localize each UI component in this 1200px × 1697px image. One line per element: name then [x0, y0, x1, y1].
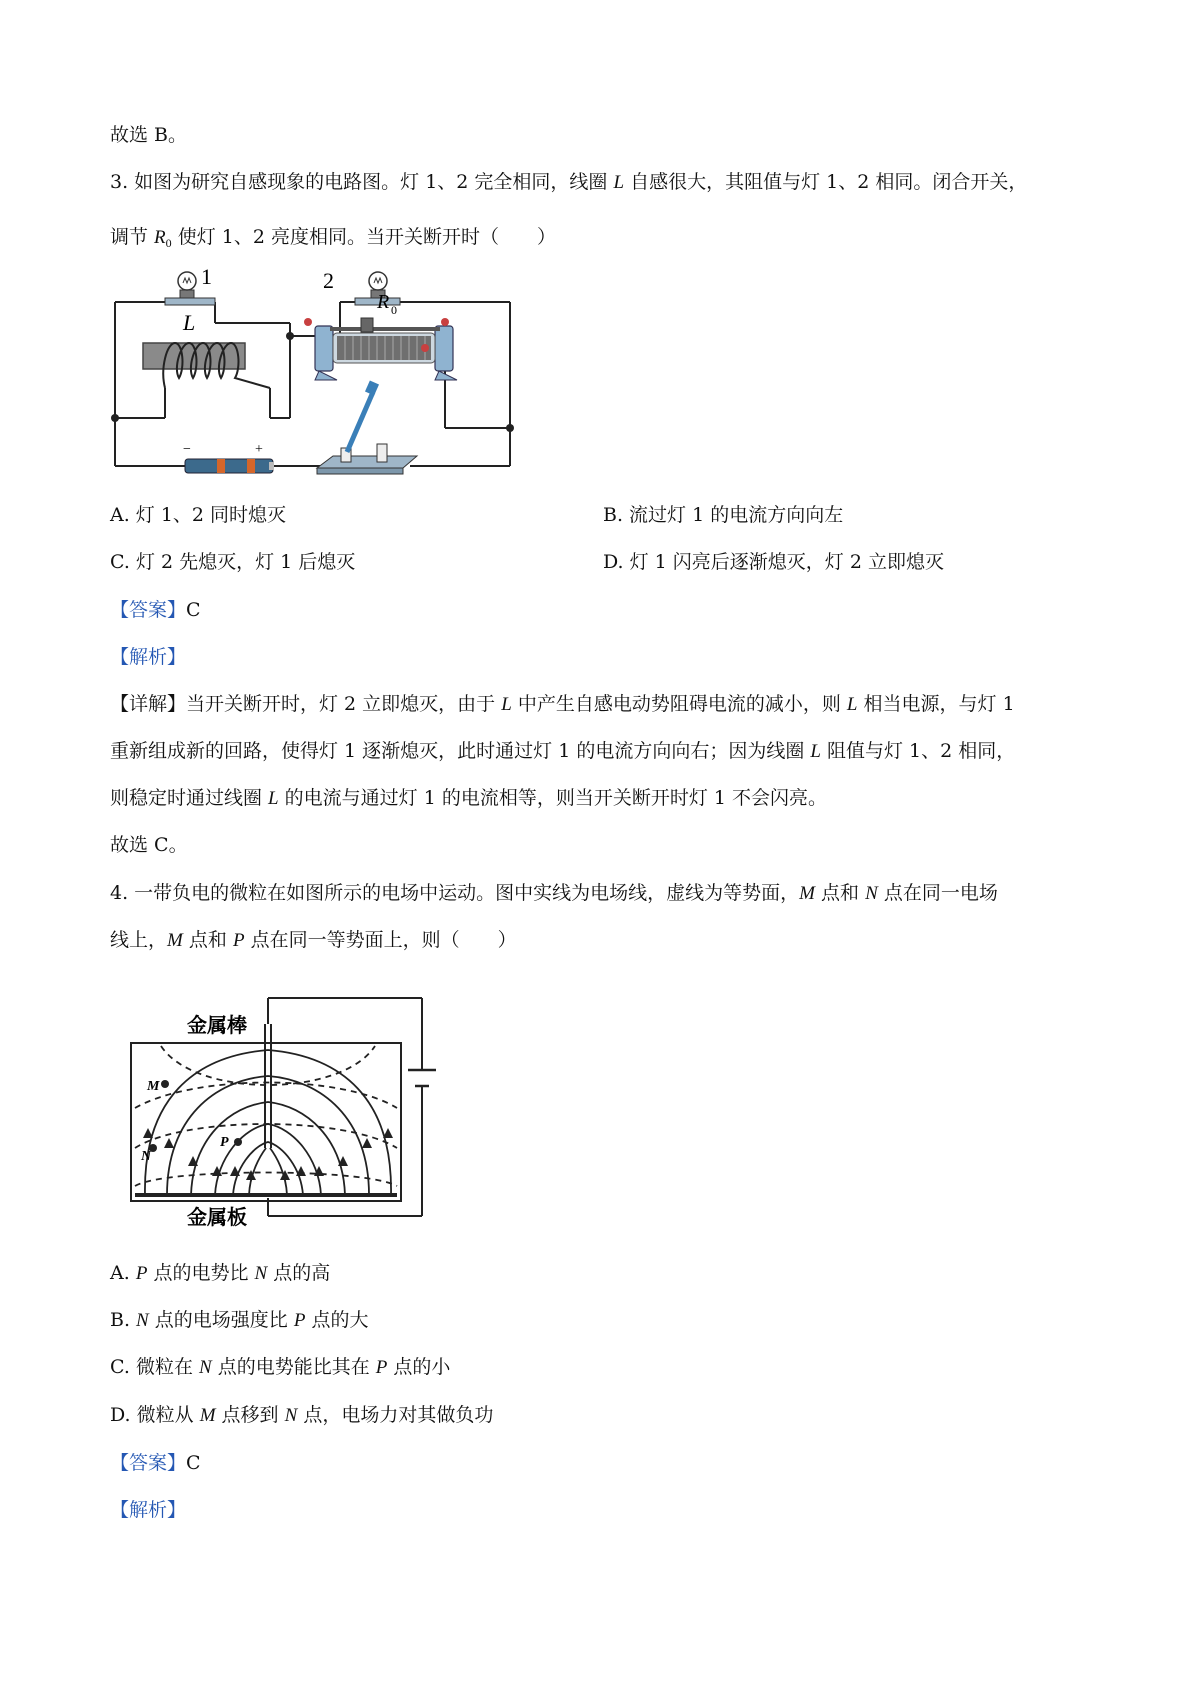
q3-detail-line3	[110, 785, 827, 812]
var-L: L	[613, 172, 625, 193]
q4-answer	[110, 1450, 201, 1476]
q3-option-c[interactable]: C. 灯 2 先熄灭，灯 1 后熄灭	[110, 551, 356, 573]
rheostat-label-sub: 0	[391, 303, 397, 317]
var-N: N	[865, 883, 878, 904]
var-P: P	[232, 930, 245, 951]
q4-option-d[interactable]	[110, 1402, 493, 1429]
q4-answer-tag: 【答案】	[110, 1452, 187, 1474]
q3-option-b[interactable]: B. 流过灯 1 的电流方向向左	[603, 504, 844, 526]
q4-stem-line2	[110, 927, 517, 954]
var-P: P	[135, 1263, 148, 1284]
q3-detail-line1	[110, 691, 1015, 718]
point-M-label: M	[147, 1079, 160, 1094]
q3-stem-line2	[110, 224, 556, 256]
q4-stem2-b: 点和	[182, 929, 233, 951]
q3-stem2-b: 使灯 1、2 亮度相同。当开关断开时（ ）	[171, 226, 556, 248]
q4-optC-c: 点的小	[387, 1356, 451, 1378]
circuit-diagram	[105, 268, 525, 483]
q4-analysis-tag	[110, 1497, 186, 1523]
point-N-label: N	[141, 1149, 152, 1164]
q3-detail1-a: 当开关断开时，灯 2 立即熄灭，由于	[186, 693, 502, 715]
q4-optA-c: 点的高	[267, 1262, 331, 1284]
metal-rod-label: 金属棒	[187, 1015, 247, 1037]
rheostat-label: R	[377, 291, 390, 313]
q4-stem-line1	[110, 880, 998, 907]
q3-detail1-b: 中产生自感电动势阻碍电流的减小，则	[511, 693, 847, 715]
point-P-dot	[234, 1138, 242, 1146]
var-L: L	[846, 694, 858, 715]
var-M: M	[199, 1405, 216, 1426]
q3-answer-value: C	[186, 599, 201, 621]
q4-optB-b: 点的电场强度比	[148, 1309, 294, 1331]
var-R-sub: 0	[165, 236, 172, 250]
q3-answer	[110, 597, 201, 623]
q4-stem2-a: 线上，	[110, 929, 168, 951]
q4-option-a[interactable]	[110, 1260, 330, 1287]
q4-analysis-label: 【解析】	[110, 1499, 187, 1521]
var-P: P	[375, 1357, 388, 1378]
coil-label: L	[183, 310, 196, 335]
q4-optD-b: 点移到	[215, 1404, 285, 1426]
rheostat-icon	[304, 318, 457, 380]
q3-detail-line2	[110, 738, 1015, 765]
q3-stem1-a: 3. 如图为研究自感现象的电路图。灯 1、2 完全相同，线圈	[110, 171, 614, 193]
q4-answer-value: C	[186, 1452, 201, 1474]
q4-option-b[interactable]	[110, 1307, 368, 1334]
q3-detail2-b: 阻值与灯 1、2 相同，	[820, 740, 1016, 762]
battery-minus: −	[183, 442, 191, 457]
electric-field-diagram	[125, 988, 445, 1228]
q4-optD-c: 点，电场力对其做负功	[297, 1404, 494, 1426]
q3-answer-tag: 【答案】	[110, 599, 187, 621]
q3-detail-tag: 【详解】	[110, 693, 187, 715]
q4-optA-b: 点的电势比	[147, 1262, 255, 1284]
var-R: R	[154, 227, 166, 248]
var-L: L	[501, 694, 512, 715]
lamp-2-label: 2	[323, 268, 334, 293]
q4-optD-a: D. 微粒从	[110, 1404, 200, 1426]
q4-optC-a: C. 微粒在	[110, 1356, 199, 1378]
point-P-label: P	[220, 1135, 229, 1150]
q3-stem2-a: 调节	[110, 226, 155, 248]
var-N: N	[284, 1405, 298, 1426]
q4-optB-a: B.	[110, 1309, 137, 1331]
q4-option-c[interactable]	[110, 1354, 450, 1381]
battery-icon	[185, 459, 274, 473]
q4-optA-a: A.	[110, 1262, 136, 1284]
prev-conclusion: 故选 B。	[110, 124, 188, 146]
inductor-coil-icon	[143, 343, 270, 388]
var-M: M	[167, 930, 183, 951]
metal-plate-label: 金属板	[187, 1207, 247, 1228]
knife-switch-icon	[317, 380, 417, 474]
point-M-dot	[161, 1080, 169, 1088]
q3-detail3-b: 的电流与通过灯 1 的电流相等，则当开关断开时灯 1 不会闪亮。	[278, 787, 828, 809]
q4-optB-c: 点的大	[305, 1309, 369, 1331]
q3-detail2-a: 重新组成新的回路，使得灯 1 逐渐熄灭，此时通过灯 1 的电流方向向右；因为线圈	[110, 740, 811, 762]
var-L: L	[810, 741, 821, 762]
q3-detail3-a: 则稳定时通过线圈	[110, 787, 269, 809]
q4-stem1-b: 点和	[815, 882, 866, 904]
q4-stem2-c: 点在同一等势面上，则（ ）	[244, 929, 517, 951]
battery-plus: +	[255, 442, 263, 457]
q3-analysis-label: 【解析】	[110, 646, 187, 668]
var-L: L	[268, 788, 279, 809]
var-N: N	[136, 1310, 149, 1331]
q3-analysis-tag	[110, 644, 186, 670]
q3-option-a[interactable]: A. 灯 1、2 同时熄灭	[110, 504, 287, 526]
q4-stem1-a: 4. 一带负电的微粒在如图所示的电场中运动。图中实线为电场线，虚线为等势面，	[110, 882, 800, 904]
q3-stem-line1	[110, 169, 1027, 196]
q3-detail1-c: 相当电源，与灯 1	[857, 693, 1015, 715]
q4-optC-b: 点的电势能比其在	[211, 1356, 376, 1378]
var-N: N	[198, 1357, 212, 1378]
var-P: P	[293, 1310, 306, 1331]
q3-option-d[interactable]: D. 灯 1 闪亮后逐渐熄灭，灯 2 立即熄灭	[603, 551, 944, 573]
q3-stem1-b: 自感很大，其阻值与灯 1、2 相同。闭合开关，	[624, 171, 1028, 193]
q4-stem1-c: 点在同一电场	[877, 882, 998, 904]
lamp-1-label: 1	[201, 268, 212, 289]
var-M: M	[799, 883, 815, 904]
q3-conclusion: 故选 C。	[110, 834, 188, 856]
var-N: N	[254, 1263, 268, 1284]
